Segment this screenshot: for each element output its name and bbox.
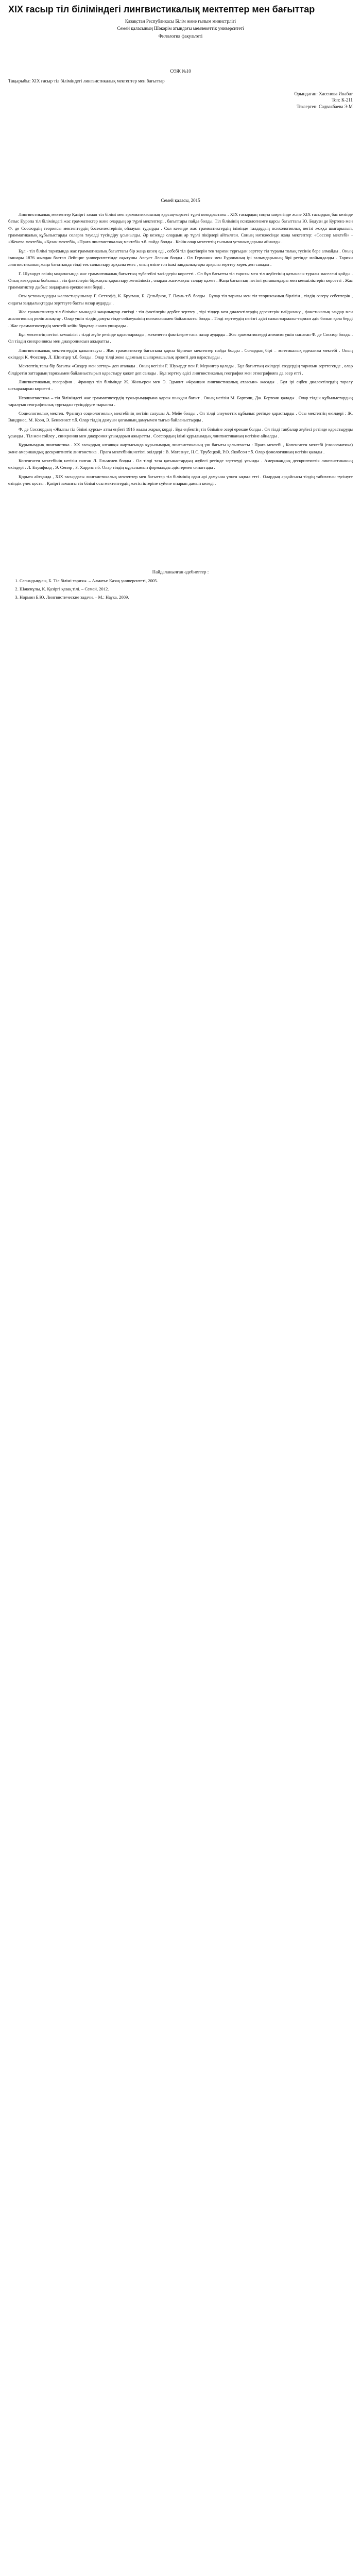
institution-block bbox=[8, 18, 353, 40]
ministry-name: Қазақстан Республикасы Білім және ғылым министрлігі bbox=[125, 18, 236, 24]
paragraph: Құрылымдық лингвистика . XX ғасырдың алғашқы жартысында құрылымдық лингвистиканың үш бағыты қалыптасты : Прага мектебі , Копенгаген мектебі (глоссематика) және американдық дескриптивтік лингвистика . Прага мектебінің негізгі өкілдері : В. Матезиус, Н.С. Трубецкой, Р.О. Якобсон т.б. Олар фонологияның негізін қалады . bbox=[8, 442, 353, 454]
reference-item: 2. Шәкенұлы, К. Қазіргі қазақ тілі. – Семей, 2012. bbox=[20, 586, 353, 592]
essay-body bbox=[0, 211, 361, 487]
author-line: Орындаған: Хасенова Инабат bbox=[294, 91, 353, 96]
paragraph: Неолингвистика – тіл біліміндегі жас грамматиктердің тұжырымдарына қарсы шыққан бағыт . Оның негізін М. Бартоли, Дж. Бертони қалады . Олар тілдік құбылыстардың таралуын географиялық тұрғыдан түсіндіруге тырысты . bbox=[8, 395, 353, 407]
reviewer-line: Тексерген: Садвакбаева Э.М bbox=[296, 104, 353, 109]
paragraph: Осы ұстанымдарды жалғастырушылар Г. Остхофф, К. Бругман, Б. Дельбрюк, Г. Пауль т.б. болды . Бұлар тіл тарихы мен тіл теориясының бірлігін , тілдің өзгеру себептерін , ондағы заңдылықтарды зерттеуге басты назар аударды . bbox=[8, 293, 353, 306]
paragraph: Қорыта айтқанда , XIX ғасырдағы лингвистикалық мектептер мен бағыттар тіл білімінің одан әрі дамуына үлкен ықпал етті . Олардың әрқайсысы тілдің табиғатын түсінуге өзіндік үлес қосты . Қазіргі заманғы тіл білімі осы мектептердің жетістіктеріне сүйене отырып дамып келеді . bbox=[8, 473, 353, 486]
page-title: XIX ғасыр тіл біліміндегі лингвистикалық мектептер мен бағыттар bbox=[8, 4, 315, 14]
paragraph: Лингвистикалық мектептер Қазіргі заман тіл білімі мен грамматикасының қарсаң-корсеті түрлі көзқарастағы . XIX ғасырдың соңғы ширегінде және XIX ғасырдың бас кезінде батыс Еуропа тіл біліміндегі жас грамматиктер және олардың әр түрлі мектептері , бағыттары пайда болды. Тіл білімінің психологизмге қарсы бағыттағы Ю. Бодуэн де Куртенэ мен Ф. де Соссюрдің теориясы мектептердің бәсекелестерінің ойлауын тудырды . Сол кезеңде жас грамматиктердің ілімінде талдаудың психологиялық негізі жоққа шығарылып, грамматикалық құбылыстарды соларға тәуелді түсіндіру ұсынылды. Әр кезеңде олардың әр түрлі пікірлері айтылған. Соның нәтижесінде жаңа мектептер: «Соссюр мектебі» - «Женева мектебі», «Қазан мектебі», «Прага лингвистикалық мектебі» т.б. пайда болды . Кейін олар мектептің ғылыми ұстанымдарына айналды . bbox=[8, 212, 353, 245]
paragraph: Бұл мектептің негізгі кемшілігі : тілді жүйе ретінде қарастырмады , жекелеген фактілерге ғана назар аударды . Жас грамматиктерді атомизм үшін сынаған Ф. де Соссюр болды . Ол тілдің синхрониясы мен диахрониясын ажыратты . bbox=[8, 332, 353, 344]
work-type: СӨЖ №10 bbox=[170, 69, 191, 74]
paragraph: Ф. де Соссюрдың «Жалпы тіл білімі курсы» атты еңбегі 1916 жылы жарық көрді . Бұл еңбектің тіл біліміне әсері ерекше болды . Ол тілді таңбалар жүйесі ретінде қарастыруды ұсынды . Тіл мен сөйлеу , синхрония мен диахрония ұғымдарын ажыратты . Соссюрдың ілімі құрылымдық лингвистиканың негізіне айналды . bbox=[8, 426, 353, 439]
paragraph: Лингвистикалық мектептердің қалыптасуы . Жас грамматиктер бағытына қарсы бірнеше мектептер пайда болды . Солардың бірі – эстетикалық идеализм мектебі . Оның өкілдері К. Фосслер, Л. Шпитцер т.б. болды . Олар тілді жеке адамның шығармашылық әрекеті деп қарастырды . bbox=[8, 347, 353, 360]
reference-item: 1. Сағындықұлы, Б. Тіл білімі тарихы. – Алматы: Қазақ университеті, 2005. bbox=[20, 578, 353, 584]
university-name: Семей қаласының Шәкәрім атындағы мемлекеттік университеті bbox=[117, 26, 244, 31]
paragraph: Социологиялық мектеп. Француз социологиялық мектебінің негізін салушы А. Мейе болды . Ол тілді әлеуметтік құбылыс ретінде қарастырды . Осы мектептің өкілдері : Ж. Вандриес, М. Коэн, Э. Бенвенист т.б. Олар тілдің дамуын қоғамның дамуымен тығыз байланыстырды . bbox=[8, 411, 353, 423]
group-line: Топ: К-211 bbox=[331, 97, 353, 103]
work-topic: Тақырыбы: XIX ғасыр тіл біліміндегі лингвистикалық мектептер мен бағыттар bbox=[8, 78, 165, 84]
paragraph: Г. Шухардт өзінің мақаласында жас грамматикалық бағыттың түбегейлі тәсілдерін көрсетті . Ол бұл бағытты тіл тарихы мен тіл жүйесінің қатынасы туралы мәселені қойды . Оның көзқарасы бойынша , тіл фактілерін біржақты қарастыру жеткіліксіз , оларды жан-жақты талдау қажет . Жаңа бағыттың негізгі ұстанымдары мен кемшіліктерін көрсетті . Жас грамматиктер дыбыс заңдарына ерекше мән берді . bbox=[8, 270, 353, 290]
reference-item: 3. Нормин Б.Ю. Лингвистические задачи. – М.: Наука, 2009. bbox=[20, 594, 353, 601]
paragraph: Бұл - тіл білімі тарихында жас грамматикалық бағыттағы бір жаңа кезең еді , себебі тіл фактілерін тек тарихи тұрғыдан зерттеу тіл туралы толық түсінік бере алмайды . Оның ізашары 1876 жылдан бастап Лейпциг университетінде оқытушы Август Лескин болды . Ол Германия мен Еуропаның ірі ғалымдарының бірі ретінде мойындалды . Тарихи лингвистиканың жаңа бағытында тілді тек салыстыру арқылы емес , оның өзіне тән ішкі заңдылықтары арқылы зерттеу керек деп санады . bbox=[8, 248, 353, 267]
faculty-name: Филология факультеті bbox=[158, 33, 203, 39]
paragraph: Жас грамматиктер тіл біліміне мынадай жаңалықтар енгізді : тіл фактілерін дербес зерттеу , тірі тілдер мен диалектілердің деректерін пайдалану , фонетикалық заңдар мен аналогияның рөлін анықтау . Олар үшін тілдің дамуы тілде сөйлеушінің психикасымен байланысты болды . Тілді зерттеудің негізгі әдісі салыстырмалы-тарихи әдіс болып қала берді . Жас грамматиктердің мектебі кейін бірқатар сынға ұшырады . bbox=[8, 309, 353, 328]
paragraph: Лингвистикалық география . Француз тіл білімінде Ж. Жильерон мен Э. Эдмонт «Франция лингвистикалық атласын» жасады . Бұл ірі еңбек диалектілердің таралу шекараларын көрсетті . bbox=[8, 379, 353, 392]
references-list bbox=[8, 578, 353, 601]
paragraph: Копенгаген мектебінің негізін салған Л. Ельмслев болды . Ол тілді таза қатынастардың жүйесі ретінде зерттеуді ұсынды . Американдық дескриптивтік лингвистиканың өкілдері : Л. Блумфилд , Э. Сепир , З. Харрис т.б. Олар тілдің құрылымын формальды әдістермен сипаттады . bbox=[8, 458, 353, 470]
references-title: Пайдаланылған әдебиеттер : bbox=[152, 569, 209, 575]
city-year: Семей қаласы, 2015 bbox=[161, 198, 200, 204]
paragraph: Мектептің тағы бір бағыты «Сөздер мен заттар» деп аталады . Оның негізін Г. Шухардт пен Р. Мерингер қалады . Бұл бағыттың өкілдері сөздердің тарихын зерттегенде , олар білдіретін заттардың тарихымен байланыстырып қарастыру қажет деп санады . Бұл зерттеу әдісі лингвистикалық география мен этнографияға да әсер етті . bbox=[8, 363, 353, 376]
